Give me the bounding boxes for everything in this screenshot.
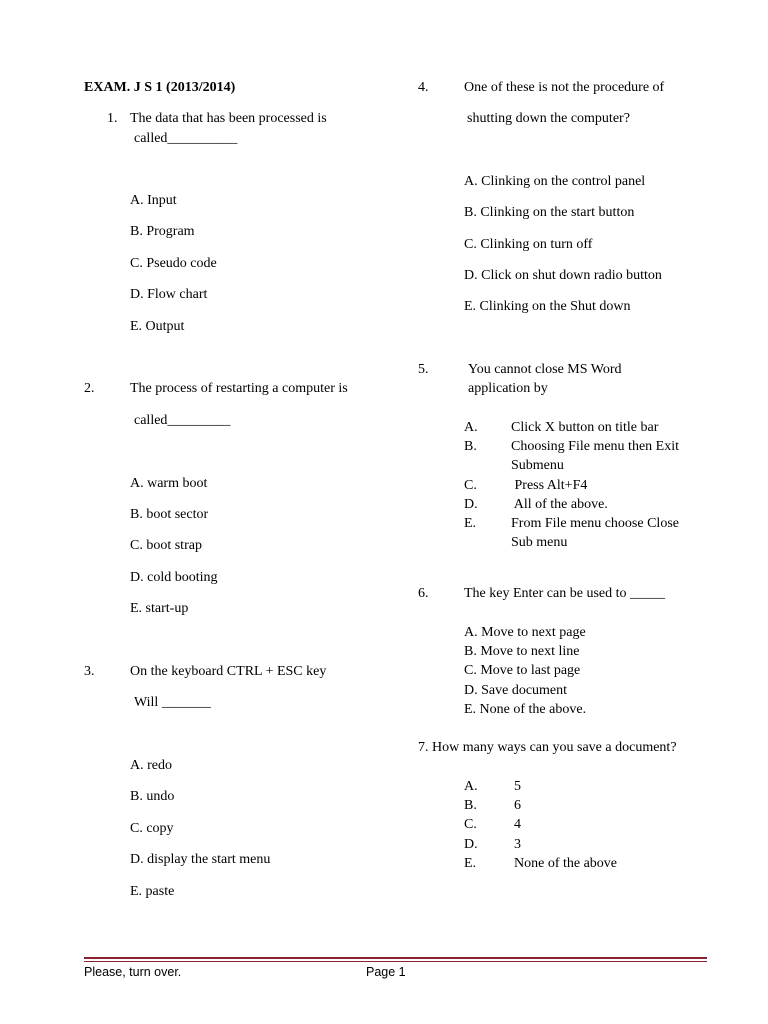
q2-number: 2.	[84, 381, 95, 396]
q5-option-e: From File menu choose Close	[511, 516, 679, 531]
q6-option-b: B. Move to next line	[464, 644, 580, 659]
q5-number: 5.	[418, 362, 429, 377]
q4-number: 4.	[418, 80, 429, 95]
q1-option-c: C. Pseudo code	[130, 256, 217, 271]
q1-text: The data that has been processed is	[130, 111, 327, 126]
q5-option-c: Press Alt+F4	[511, 478, 588, 493]
q1-option-d: D. Flow chart	[130, 287, 208, 302]
q5-option-d: All of the above.	[511, 497, 608, 512]
footer-rule-thick	[84, 957, 707, 959]
footer-page-number: Page 1	[366, 965, 406, 979]
q1-text-2: called__________	[134, 131, 238, 146]
q2-option-b: B. boot sector	[130, 507, 209, 522]
q5-option-e-letter: E.	[464, 516, 477, 531]
q6-text: The key Enter can be used to _____	[464, 586, 665, 601]
exam-title: EXAM. J S 1 (2013/2014)	[84, 80, 236, 95]
q5-option-b: Choosing File menu then Exit	[511, 439, 679, 454]
q4-option-e: E. Clinking on the Shut down	[464, 299, 631, 314]
q4-text: One of these is not the procedure of	[464, 80, 665, 95]
q4-text-2: shutting down the computer?	[467, 111, 630, 126]
q7-option-c: 4	[514, 817, 521, 832]
q6-option-a: A. Move to next page	[464, 625, 586, 640]
q7-option-b: 6	[514, 798, 521, 813]
q7-option-b-letter: B.	[464, 798, 477, 813]
q7-option-e-letter: E.	[464, 856, 477, 871]
q5-option-a: Click X button on title bar	[511, 420, 659, 435]
q6-option-d: D. Save document	[464, 683, 568, 698]
q7-text: 7. How many ways can you save a document?	[418, 740, 677, 755]
q7-option-d: 3	[514, 837, 521, 852]
q3-option-a: A. redo	[130, 758, 172, 773]
q1-option-b: B. Program	[130, 224, 195, 239]
q2-option-c: C. boot strap	[130, 538, 202, 553]
q2-option-d: D. cold booting	[130, 570, 218, 585]
q1-option-a: A. Input	[130, 193, 177, 208]
q3-number: 3.	[84, 664, 95, 679]
q5-option-e-cont: Sub menu	[511, 535, 568, 550]
q6-option-e: E. None of the above.	[464, 702, 587, 717]
q3-option-d: D. display the start menu	[130, 852, 271, 867]
q7-option-a-letter: A.	[464, 779, 478, 794]
q1-option-e: E. Output	[130, 319, 185, 334]
q7-option-c-letter: C.	[464, 817, 477, 832]
q5-option-b-letter: B.	[464, 439, 477, 454]
footer-turn-over: Please, turn over.	[84, 965, 182, 979]
q1-number: 1.	[107, 111, 118, 126]
q2-option-a: A. warm boot	[130, 476, 208, 491]
q4-option-b: B. Clinking on the start button	[464, 205, 635, 220]
q5-option-a-letter: A.	[464, 420, 478, 435]
q7-option-e: None of the above	[514, 856, 618, 871]
q3-option-c: C. copy	[130, 821, 174, 836]
q5-text-2: application by	[468, 381, 548, 396]
q4-option-a: A. Clinking on the control panel	[464, 174, 646, 189]
q2-text-2: called_________	[134, 413, 231, 428]
q5-text: You cannot close MS Word	[468, 362, 622, 377]
q3-text: On the keyboard CTRL + ESC key	[130, 664, 327, 679]
q4-option-d: D. Click on shut down radio button	[464, 268, 662, 283]
q3-option-b: B. undo	[130, 789, 175, 804]
q2-option-e: E. start-up	[130, 601, 189, 616]
q3-text-2: Will _______	[134, 695, 211, 710]
q3-option-e: E. paste	[130, 884, 175, 899]
q2-text: The process of restarting a computer is	[130, 381, 348, 396]
q5-option-c-letter: C.	[464, 478, 477, 493]
q6-option-c: C. Move to last page	[464, 663, 581, 678]
q5-option-d-letter: D.	[464, 497, 478, 512]
footer-rule-thin	[84, 961, 707, 962]
q5-option-b-cont: Submenu	[511, 458, 564, 473]
q7-option-a: 5	[514, 779, 521, 794]
q4-option-c: C. Clinking on turn off	[464, 237, 593, 252]
q6-number: 6.	[418, 586, 429, 601]
q7-option-d-letter: D.	[464, 837, 478, 852]
